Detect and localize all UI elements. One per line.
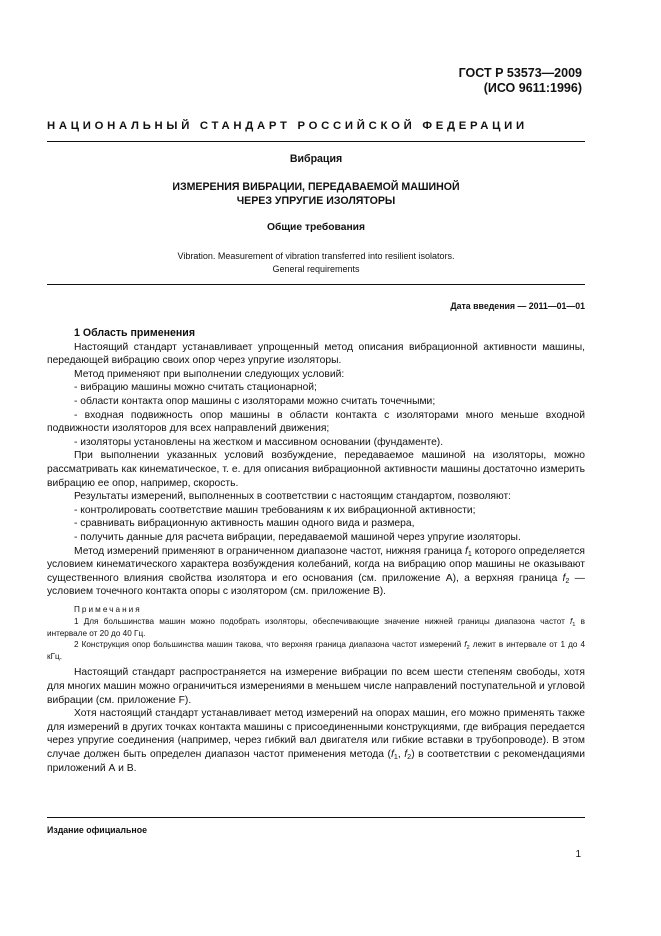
- paragraph: Настоящий стандарт распространяется на измерение вибрации по всем шести степеням свободы, хотя для многих машин можно ограничиться измерениями в меньшем числе направлений поступательной и угловой вибрации (см. приложение F).: [47, 667, 585, 706]
- footer-rule: [47, 817, 585, 818]
- main-title-line2: ЧЕРЕЗ УПРУГИЕ ИЗОЛЯТОРЫ: [236, 195, 396, 207]
- national-standard-heading: НАЦИОНАЛЬНЫЙ СТАНДАРТ РОССИЙСКОЙ ФЕДЕРАЦИИ: [47, 120, 528, 132]
- english-title-line1: Vibration. Measurement of vibration transferred into resilient isolators.: [177, 251, 455, 261]
- sub-title: Общие требования: [266, 222, 366, 233]
- paragraph: Результаты измерений, выполненных в соответствии с настоящим стандартом, позволяют:: [74, 491, 512, 503]
- main-title-line1: ИЗМЕРЕНИЯ ВИБРАЦИИ, ПЕРЕДАВАЕМОЙ МАШИНОЙ: [172, 181, 460, 193]
- subject-title: Вибрация: [289, 153, 343, 165]
- list-item: - получить данные для расчета вибрации, передаваемой машиной через упругие изоляторы.: [74, 531, 521, 543]
- paragraph: Хотя настоящий стандарт устанавливает метод измерений на опорах машин, его можно применять также для измерений в других точках контакта машины с присоединенными конструкциями, где вибрация передается через упругие соединения (например, через гибкий вал двигателя или гибкие вставки в трубопроводе). В этом случае должен быть определен диапазон частот применения метода ($f_1$, $f_2$) в соответствии с рекомендациями приложений А и В.: [47, 708, 585, 774]
- list-item: - вибрацию машины можно считать стационарной;: [74, 382, 317, 394]
- english-title: [47, 250, 585, 275]
- list-item: - входная подвижность опор машины в области контакта с изоляторами много меньше входной подвижности изоляторов для всех направлений движения;: [47, 409, 585, 435]
- edition-label: Издание официальное: [47, 825, 147, 835]
- note-2: 2 Конструкция опор большинства машин такова, что верхняя граница диапазона частот измерений $f_2$ лежит в интервале от 1 до 4 кГц.: [47, 640, 586, 661]
- list-item: - изоляторы установлены на жестком и массивном основании (фундаменте).: [74, 436, 444, 448]
- introduction-date: Дата введения — 2011—01—01: [450, 301, 585, 311]
- notes-title: Примечания: [74, 604, 142, 614]
- paragraph: При выполнении указанных условий возбуждение, передаваемое машиной на изоляторы, можно рассматривать как кинематическое, т. е. для описания вибрационной активности машины достаточно измерить вибрацию ее опор, например, скорость.: [47, 450, 585, 489]
- iso-code: (ИСО 9611:1996): [483, 81, 582, 95]
- frequency-range-paragraph: Метод измерений применяют в ограниченном диапазоне частот, нижняя граница $f_1$ которого определяется условием кинематического характера возбуждения колебаний, когда на вибрацию опор машины не оказывают существенного влияния свойства изолятора и его основания (см. приложение А), а верхняя граница $f_2$ — условием точечного контакта опоры с изолятором (см. приложение В).: [47, 545, 585, 598]
- title-rule: [47, 284, 585, 285]
- gost-code: ГОСТ Р 53573—2009: [458, 66, 582, 80]
- standard-code-block: [459, 66, 582, 96]
- list-item: - сравнивать вибрационную активность машин одного вида и размера,: [74, 518, 415, 530]
- list-item: - области контакта опор машины с изоляторами можно считать точечными;: [74, 395, 436, 407]
- section-1: [47, 327, 585, 775]
- paragraph: Настоящий стандарт устанавливает упрощенный метод описания вибрационной активности машины, передающей вибрацию своих опор через упругие изоляторы.: [47, 341, 585, 367]
- note-1: 1 Для большинства машин можно подобрать изоляторы, обеспечивающие значение нижней границы диапазона частот $f_1$ в интервале от 20 до 40 Гц.: [47, 617, 586, 638]
- main-title: [47, 180, 585, 208]
- section-heading: 1 Область применения: [74, 327, 196, 339]
- english-title-line2: General requirements: [272, 263, 360, 274]
- paragraph: Метод применяют при выполнении следующих условий:: [74, 368, 345, 380]
- page-number: 1: [575, 849, 581, 860]
- header-rule: [47, 141, 585, 142]
- list-item: - контролировать соответствие машин требованиям к их вибрационной активности;: [74, 504, 476, 516]
